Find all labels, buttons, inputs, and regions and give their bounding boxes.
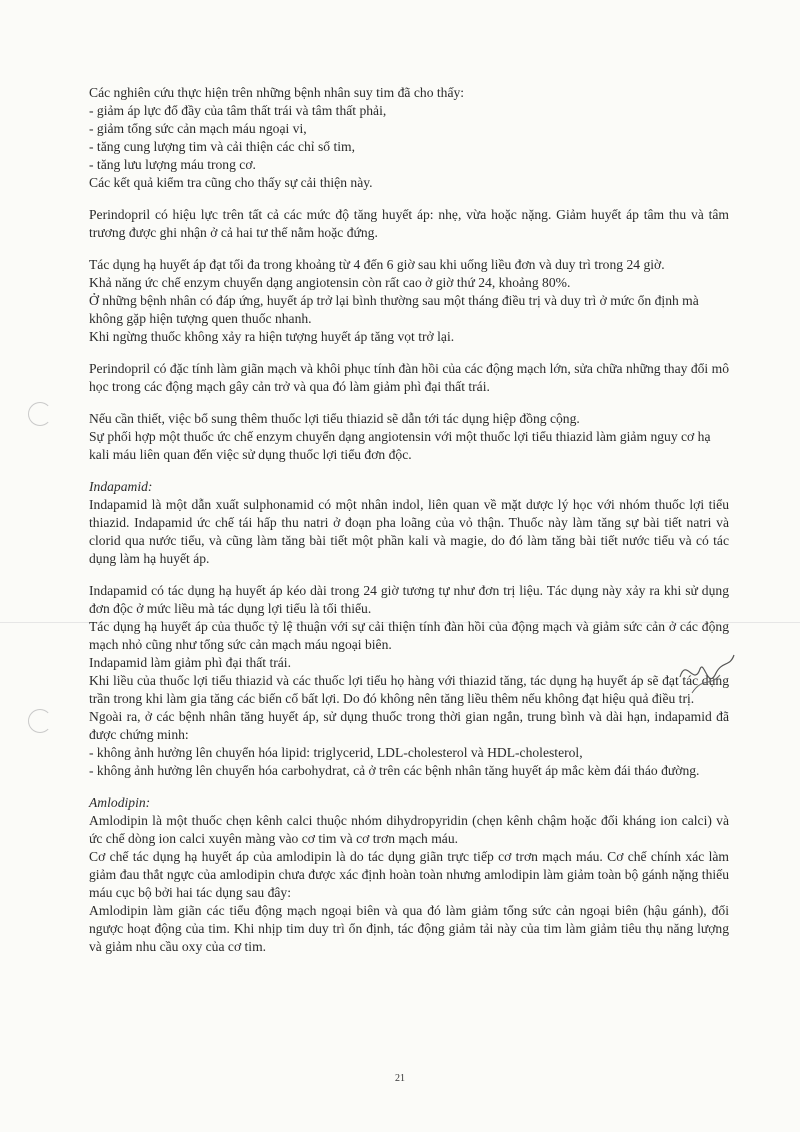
- text-line: Ngoài ra, ở các bệnh nhân tăng huyết áp, sử dụng thuốc trong thời gian ngắn, trung bình và dài hạn, indapamid đã được chứng minh:: [89, 709, 729, 742]
- handwritten-signature: [672, 647, 742, 697]
- punch-hole-mark: [28, 402, 52, 426]
- text-line: Sự phối hợp một thuốc ức chế enzym chuyển dạng angiotensin với một thuốc lợi tiểu thiazid làm giảm nguy cơ hạ kali máu liên quan đến việc sử dụng thuốc lợi tiểu đơn độc.: [89, 429, 711, 462]
- text-line: - không ảnh hưởng lên chuyển hóa lipid: triglycerid, LDL-cholesterol và HDL-cholesterol,: [89, 745, 583, 760]
- paragraph-perindopril-efficacy: [89, 206, 729, 242]
- text-line: Các kết quả kiểm tra cũng cho thấy sự cải thiện này.: [89, 175, 373, 190]
- document-body: [89, 84, 729, 970]
- text-line: Ở những bệnh nhân có đáp ứng, huyết áp trở lại bình thường sau một tháng điều trị và duy trì ở mức ổn định mà không gặp hiện tượng quen thuốc nhanh.: [89, 293, 699, 326]
- text-line: Khả năng ức chế enzym chuyển dạng angiotensin còn rất cao ở giờ thứ 24, khoảng 80%.: [89, 275, 571, 290]
- text-line: Tác dụng hạ huyết áp của thuốc tỷ lệ thuận với sự cải thiện tính đàn hồi của động mạch và giảm sức cản ở các động mạch nhỏ cũng như tổng sức cản mạch máu ngoại biên.: [89, 619, 729, 652]
- text-line: Amlodipin làm giãn các tiểu động mạch ngoại biên và qua đó làm giảm tổng sức cản ngoại biên (hậu gánh), đối ngược hoạt động của tim. Khi nhịp tim duy trì ổn định, tác động giảm tải này của tim làm giảm tiêu thụ năng lượng và giảm nhu cầu oxy của cơ tim.: [89, 903, 729, 954]
- text-line: Perindopril có đặc tính làm giãn mạch và khôi phục tính đàn hồi của các động mạch lớn, sửa chữa những thay đổi mô học trong các động mạch gây cản trở và qua đó làm giảm phì đại thất trái.: [89, 361, 729, 394]
- section-heading-amlodipin: Amlodipin:: [89, 795, 151, 810]
- text-line: Các nghiên cứu thực hiện trên những bệnh nhân suy tim đã cho thấy:: [89, 85, 465, 100]
- text-line: - tăng lưu lượng máu trong cơ.: [89, 157, 256, 172]
- text-line: - giảm tổng sức cản mạch máu ngoại vi,: [89, 121, 307, 136]
- text-line: - không ảnh hưởng lên chuyển hóa carbohydrat, cả ở trên các bệnh nhân tăng huyết áp mắc kèm đái tháo đường.: [89, 763, 700, 778]
- section-indapamid: [89, 478, 729, 568]
- text-line: Indapamid có tác dụng hạ huyết áp kéo dài trong 24 giờ tương tự như đơn trị liệu. Tác dụng này xảy ra khi sử dụng đơn độc ở mức liều mà tác dụng lợi tiểu là tối thiểu.: [89, 583, 729, 616]
- text-line: Khi ngừng thuốc không xảy ra hiện tượng huyết áp tăng vọt trở lại.: [89, 329, 455, 344]
- paragraph-heart-failure: [89, 84, 729, 192]
- page-number: 21: [395, 1073, 405, 1084]
- text-line: Tác dụng hạ huyết áp đạt tối đa trong khoảng từ 4 đến 6 giờ sau khi uống liều đơn và duy trì trong 24 giờ.: [89, 257, 665, 272]
- paragraph-thiazid-combo: [89, 410, 729, 464]
- text-line: - tăng cung lượng tim và cải thiện các chỉ số tim,: [89, 139, 355, 154]
- text-line: Nếu cần thiết, việc bổ sung thêm thuốc lợi tiểu thiazid sẽ dẫn tới tác dụng hiệp đồng cộng.: [89, 411, 580, 426]
- text-line: Amlodipin là một thuốc chẹn kênh calci thuộc nhóm dihydropyridin (chẹn kênh chậm hoặc đối kháng ion calci) và ức chế dòng ion calci xuyên màng vào cơ tim và cơ trơn mạch máu.: [89, 813, 729, 846]
- paragraph-indapamid-effects: [89, 582, 729, 780]
- text-line: Khi liều của thuốc lợi tiểu thiazid và các thuốc lợi tiểu họ hàng với thiazid tăng, tác dụng hạ huyết áp sẽ đạt tác dụng trần trong khi làm gia tăng các biến cố bất lợi. Do đó không nên tăng liều thêm nếu không đạt hiệu quả điều trị.: [89, 673, 729, 706]
- paragraph-vasodilation: [89, 360, 729, 396]
- text-line: - giảm áp lực đổ đầy của tâm thất trái và tâm thất phải,: [89, 103, 387, 118]
- paragraph-antihypertensive-effect: [89, 256, 729, 346]
- text-line: Indapamid làm giảm phì đại thất trái.: [89, 655, 291, 670]
- punch-hole-mark: [28, 709, 52, 733]
- section-heading-indapamid: Indapamid:: [89, 479, 153, 494]
- text-line: Indapamid là một dẫn xuất sulphonamid có một nhân indol, liên quan về mặt dược lý học với nhóm thuốc lợi tiểu thiazid. Indapamid ức chế tái hấp thu natri ở đoạn pha loãng của vỏ thận. Thuốc này làm tăng sự bài tiết natri và clorid qua nước tiểu, và cũng làm tăng bài tiết một phần kali và magie, do đó làm tăng bài tiết nước tiểu và có tác dụng làm hạ huyết áp.: [89, 497, 729, 566]
- text-line: Cơ chế tác dụng hạ huyết áp của amlodipin là do tác dụng giãn trực tiếp cơ trơn mạch máu. Cơ chế chính xác làm giảm đau thắt ngực của amlodipin chưa được xác định hoàn toàn nhưng amlodipin làm giảm toàn bộ gánh nặng thiếu máu cục bộ bởi hai tác dụng sau đây:: [89, 849, 729, 900]
- text-line: Perindopril có hiệu lực trên tất cả các mức độ tăng huyết áp: nhẹ, vừa hoặc nặng. Giảm huyết áp tâm thu và tâm trương được ghi nhận ở cả hai tư thế nằm hoặc đứng.: [89, 207, 729, 240]
- section-amlodipin: [89, 794, 729, 956]
